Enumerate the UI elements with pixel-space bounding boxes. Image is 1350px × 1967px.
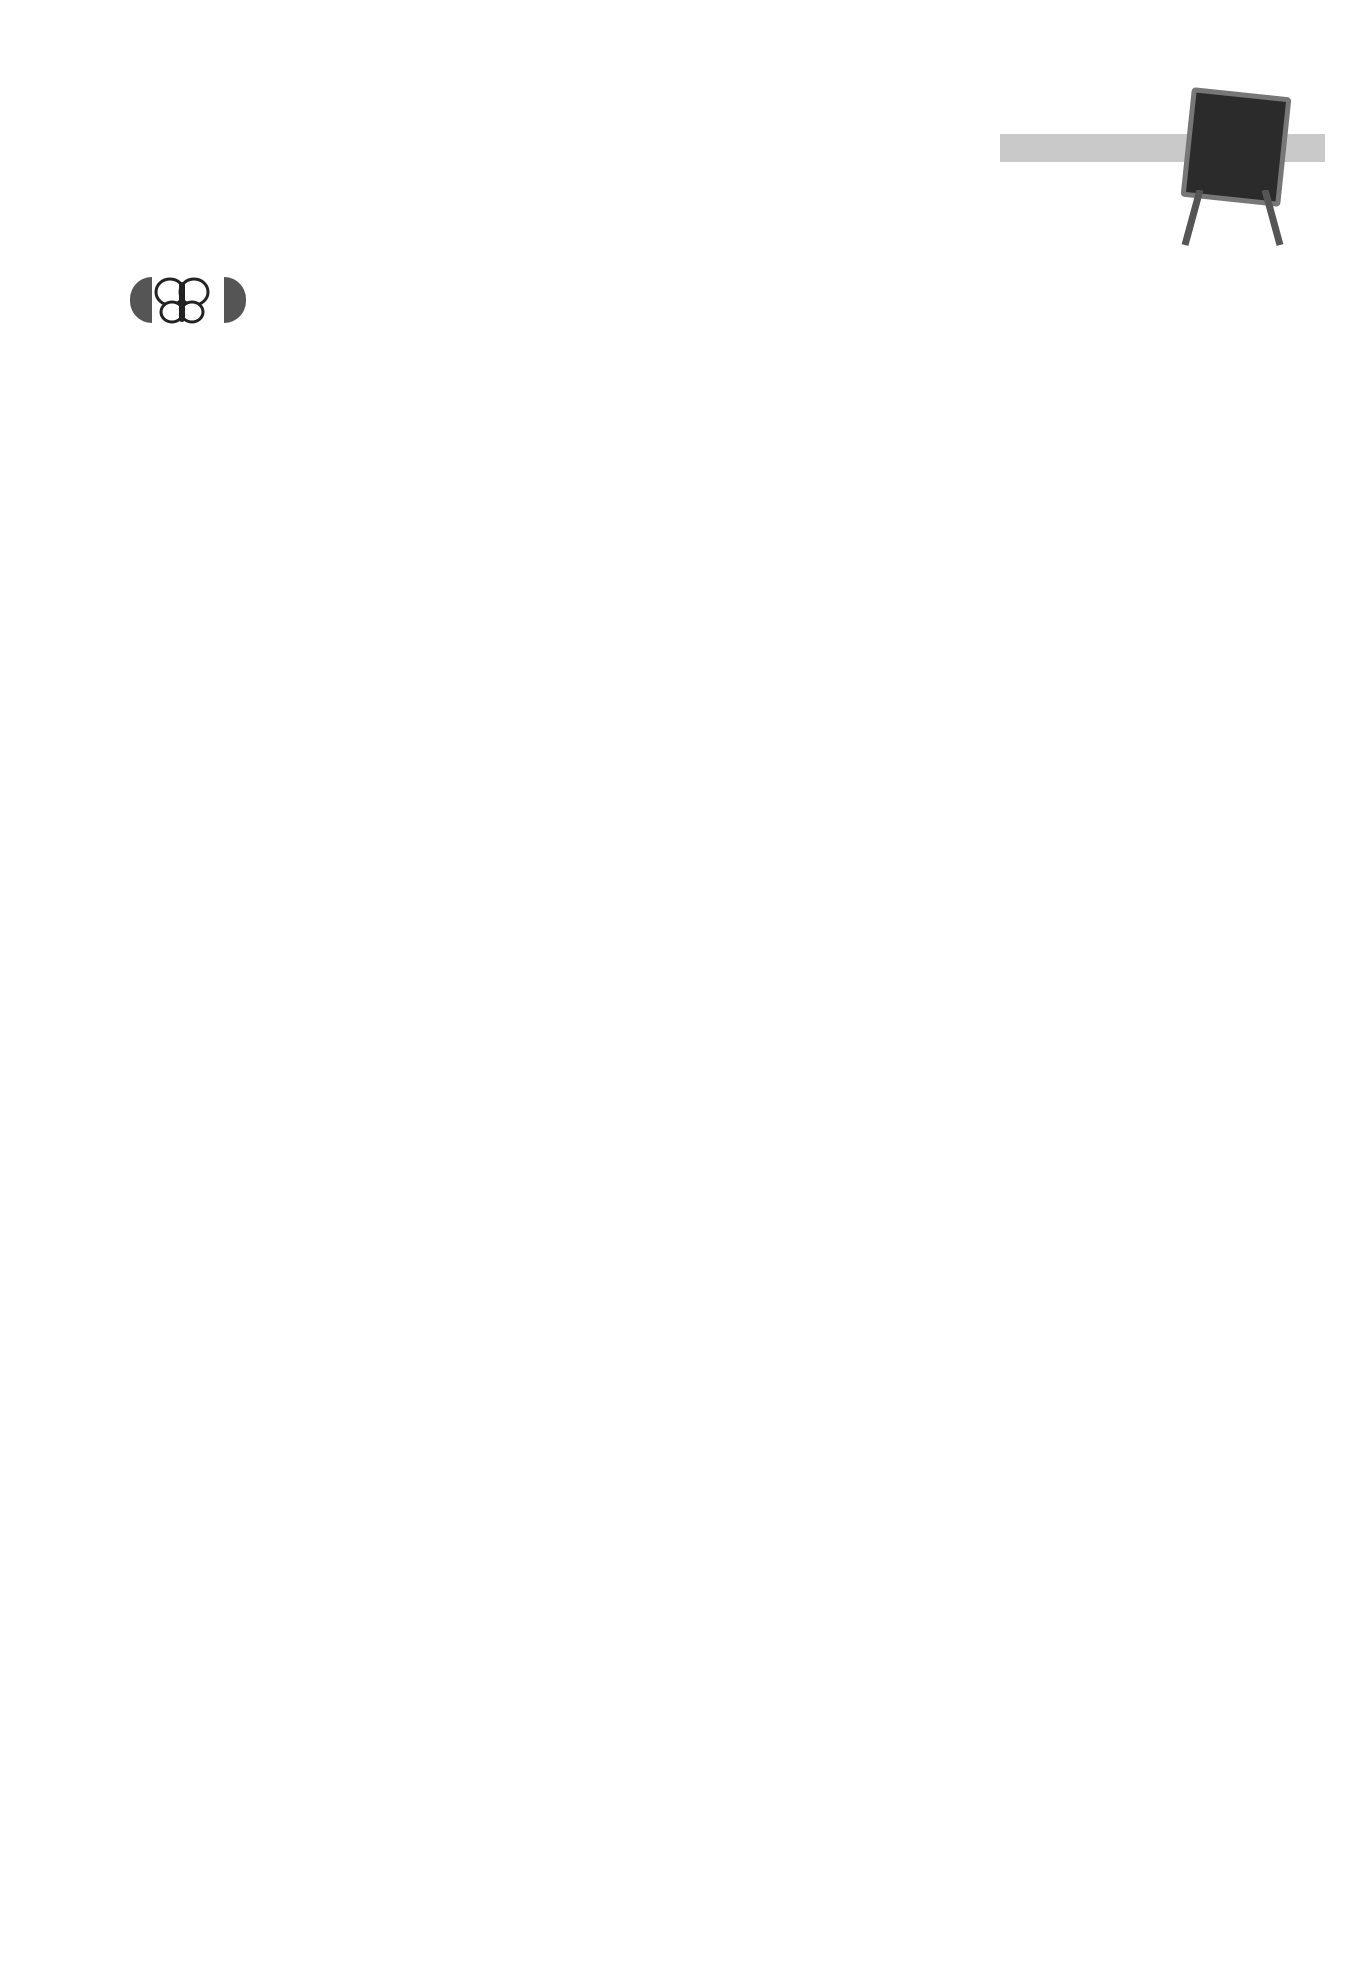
chart-1 — [300, 480, 1060, 780]
butterfly-icon — [152, 272, 212, 328]
badge-right-cap — [224, 277, 246, 323]
chart-2 — [360, 1220, 1000, 1500]
section-badge — [130, 272, 246, 328]
easel-legs-icon — [1180, 190, 1290, 250]
blackboard-numbers — [1200, 100, 1270, 168]
badge-left-cap — [130, 277, 152, 323]
